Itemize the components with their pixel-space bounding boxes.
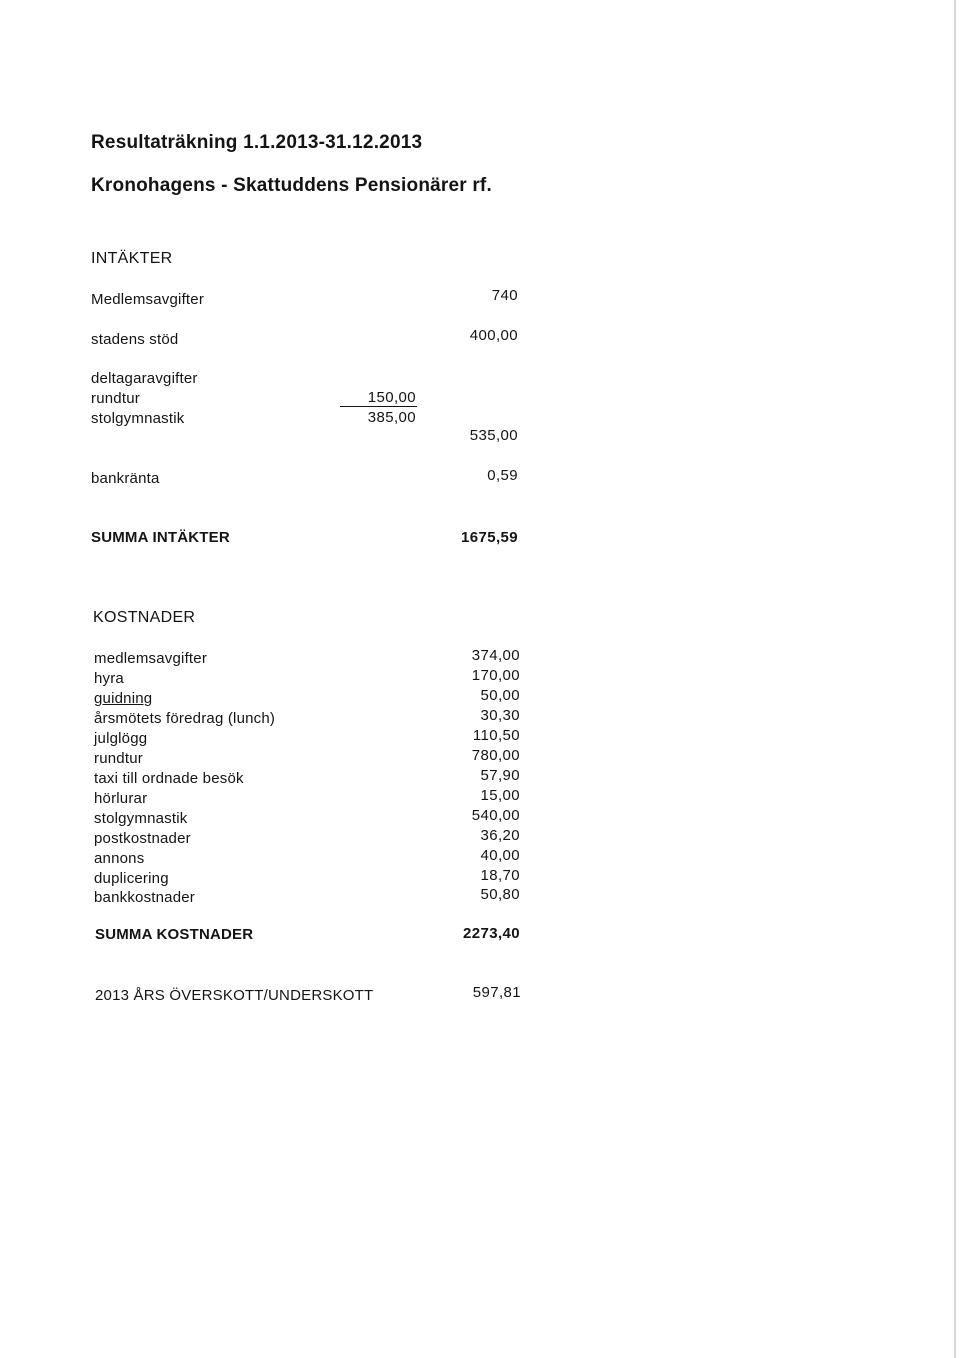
- cost-item-value: 15,00: [480, 787, 520, 804]
- bank-interest-label: bankränta: [91, 470, 160, 487]
- cost-item-value: 36,20: [480, 827, 520, 844]
- cost-item-label: medlemsavgifter: [94, 650, 208, 667]
- participant-item-value: 150,00: [367, 389, 416, 406]
- cost-item-label: årsmötets föredrag (lunch): [94, 710, 276, 727]
- participant-item-label: stolgymnastik: [91, 410, 185, 427]
- cost-item-label: julglögg: [94, 730, 148, 747]
- document-title: Resultaträkning 1.1.2013-31.12.2013: [91, 132, 423, 153]
- city-support-label: stadens stöd: [91, 331, 179, 348]
- costs-total-value: 2273,40: [462, 925, 520, 942]
- income-total-value: 1675,59: [460, 529, 518, 546]
- participant-fees-label: deltagaravgifter: [91, 370, 198, 387]
- page-edge-shadow: [954, 0, 956, 1358]
- membership-fees-value: 740: [491, 287, 518, 304]
- cost-item-value: 40,00: [480, 847, 520, 864]
- cost-item-value: 30,30: [480, 707, 520, 724]
- cost-item-value: 18,70: [480, 867, 520, 884]
- membership-fees-label: Medlemsavgifter: [91, 291, 205, 308]
- participant-item-label: rundtur: [91, 390, 140, 407]
- bank-interest-value: 0,59: [487, 467, 518, 484]
- organization-name: Kronohagens - Skattuddens Pensionärer rf.: [91, 175, 492, 196]
- cost-item-value: 780,00: [471, 747, 520, 764]
- cost-item-label: rundtur: [94, 750, 143, 767]
- cost-item-label: taxi till ordnade besök: [94, 770, 244, 787]
- cost-item-label: duplicering: [94, 870, 169, 887]
- city-support-value: 400,00: [469, 327, 518, 344]
- income-total-label: SUMMA INTÄKTER: [91, 529, 230, 546]
- participant-item-value: 385,00: [367, 409, 416, 426]
- cost-item-value: 50,00: [480, 687, 520, 704]
- cost-item-value: 110,50: [472, 727, 520, 744]
- cost-item-value: 374,00: [471, 647, 520, 664]
- cost-item-label: stolgymnastik: [94, 810, 188, 827]
- cost-item-value: 50,80: [480, 886, 520, 903]
- cost-item-label: bankkostnader: [94, 889, 196, 906]
- cost-item-value: 57,90: [480, 767, 520, 784]
- cost-item-value: 540,00: [471, 807, 520, 824]
- costs-total-label: SUMMA KOSTNADER: [95, 926, 254, 943]
- costs-heading: KOSTNADER: [93, 609, 196, 626]
- cost-item-label: hörlurar: [94, 790, 148, 807]
- cost-item-label: postkostnader: [94, 830, 191, 847]
- result-value: 597,81: [472, 984, 521, 1001]
- cost-item-label: guidning: [94, 690, 153, 707]
- cost-item-value: 170,00: [471, 667, 520, 684]
- cost-item-label: annons: [94, 850, 145, 867]
- cost-item-label: hyra: [94, 670, 124, 687]
- subtotal-underline: [340, 406, 417, 407]
- income-heading: INTÄKTER: [91, 250, 173, 267]
- result-label: 2013 ÅRS ÖVERSKOTT/UNDERSKOTT: [95, 987, 374, 1004]
- participant-fees-total: 535,00: [469, 427, 518, 444]
